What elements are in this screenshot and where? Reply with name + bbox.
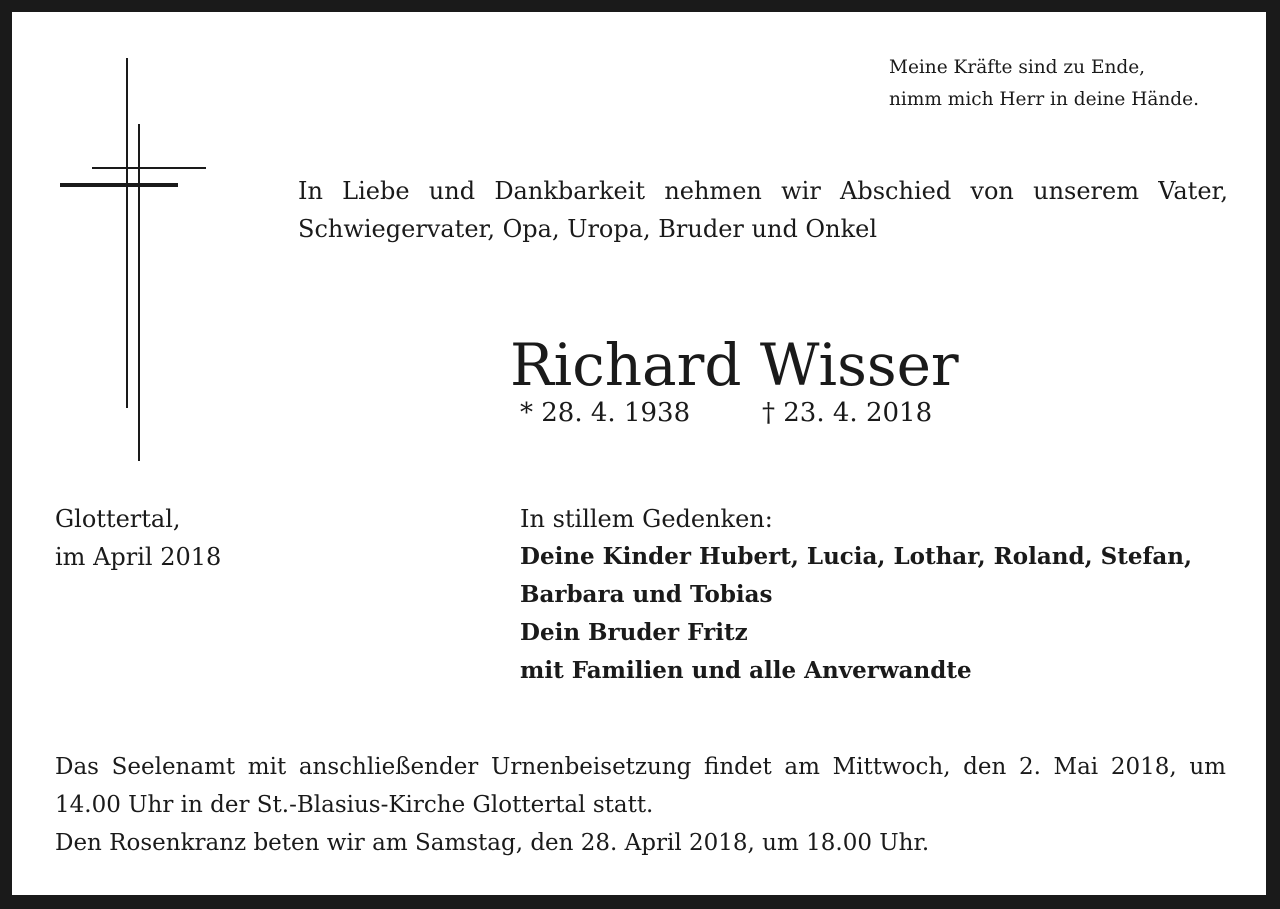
place-line-2: im April 2018 xyxy=(55,543,222,571)
service-word: Mai xyxy=(1053,754,1099,780)
place-line-1: Glottertal, xyxy=(55,505,181,533)
intro-word: und xyxy=(428,177,476,205)
intro-text xyxy=(298,172,1228,248)
intro-line-1 xyxy=(298,172,1228,210)
intro-word: Vater, xyxy=(1158,177,1228,205)
motto-line-1: Meine Kräfte sind zu Ende, xyxy=(889,57,1146,78)
intro-line-2: Schwiegervater, Opa, Uropa, Bruder und Onkel xyxy=(298,215,877,243)
intro-word: In xyxy=(298,177,323,205)
deceased-name: Richard Wisser xyxy=(510,331,959,399)
service-word: den xyxy=(963,754,1007,780)
service-word: 2. xyxy=(1018,754,1041,780)
intro-word: nehmen xyxy=(664,177,762,205)
death-date: † 23. 4. 2018 xyxy=(762,398,933,428)
intro-word: unserem xyxy=(1033,177,1139,205)
service-word: Mittwoch, xyxy=(832,754,951,780)
mourners-heading: In stillem Gedenken: xyxy=(520,505,773,533)
intro-word: Dankbarkeit xyxy=(494,177,646,205)
service-word: mit xyxy=(247,754,287,780)
service-word: am xyxy=(784,754,820,780)
obituary-notice xyxy=(12,12,1266,895)
birth-date: * 28. 4. 1938 xyxy=(520,398,691,428)
service-word: 2018, xyxy=(1110,754,1177,780)
service-word: findet xyxy=(704,754,772,780)
mourners-line: Dein Bruder Fritz xyxy=(520,619,748,646)
service-word: Das xyxy=(55,754,99,780)
mourners-line: Barbara und Tobias xyxy=(520,581,773,608)
service-word: Urnenbeisetzung xyxy=(490,754,692,780)
service-word: Seelenamt xyxy=(111,754,236,780)
mourners-line: mit Familien und alle Anverwandte xyxy=(520,657,972,684)
mourners-line: Deine Kinder Hubert, Lucia, Lothar, Roland, Stefan, xyxy=(520,543,1192,570)
service-word: anschließender xyxy=(298,754,479,780)
intro-word: Liebe xyxy=(342,177,410,205)
intro-word: Abschied xyxy=(840,177,952,205)
place-and-date xyxy=(55,500,221,576)
intro-word: von xyxy=(970,177,1014,205)
intro-word: wir xyxy=(781,177,821,205)
motto-line-2: nimm mich Herr in deine Hände. xyxy=(889,89,1199,110)
service-line-2: 14.00 Uhr in der St.-Blasius-Kirche Glottertal statt. xyxy=(55,792,654,818)
service-line-3: Den Rosenkranz beten wir am Samstag, den 28. April 2018, um 18.00 Uhr. xyxy=(55,830,930,856)
service-word: um xyxy=(1189,754,1226,780)
service-line-1 xyxy=(55,748,1226,786)
mourners-block xyxy=(520,500,1192,690)
service-info xyxy=(55,748,1226,862)
motto-verse xyxy=(889,52,1199,116)
